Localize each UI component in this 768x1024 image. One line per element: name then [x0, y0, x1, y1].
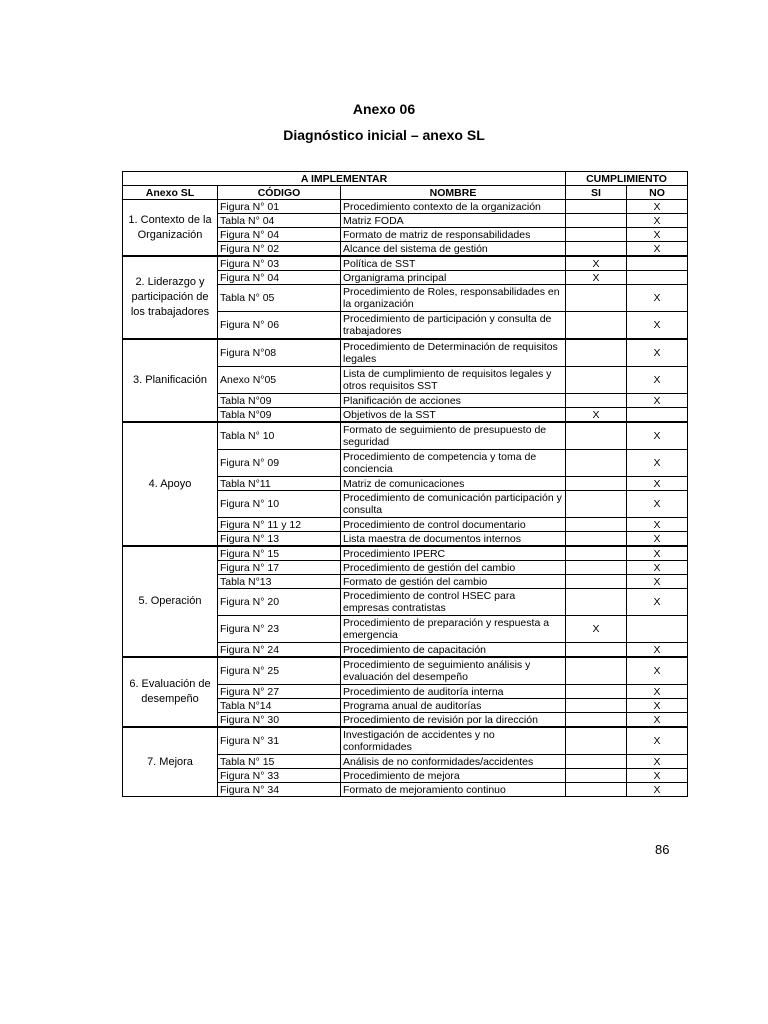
- header-compliance: CUMPLIMIENTO: [566, 172, 688, 186]
- cell-si: [566, 755, 627, 769]
- header-annex: Anexo SL: [123, 186, 218, 200]
- table-row: [123, 339, 688, 367]
- group-label: 4. Apoyo: [123, 422, 218, 546]
- cell-name: Objetivos de la SST: [341, 408, 566, 423]
- cell-no: X: [627, 589, 688, 616]
- cell-name: Procedimiento contexto de la organización: [341, 200, 566, 214]
- cell-no: X: [627, 214, 688, 228]
- cell-no: X: [627, 477, 688, 491]
- cell-si: [566, 285, 627, 312]
- cell-name: Formato de matriz de responsabilidades: [341, 228, 566, 242]
- table-row: [123, 657, 688, 685]
- cell-si: [566, 589, 627, 616]
- cell-no: X: [627, 532, 688, 547]
- group-label: 7. Mejora: [123, 727, 218, 797]
- cell-code: Tabla N°13: [218, 575, 341, 589]
- cell-name: Matriz de comunicaciones: [341, 477, 566, 491]
- cell-no: X: [627, 491, 688, 518]
- table-body: [123, 200, 688, 797]
- cell-name: Formato de gestión del cambio: [341, 575, 566, 589]
- cell-name: Formato de mejoramiento continuo: [341, 783, 566, 797]
- cell-no: [627, 408, 688, 423]
- cell-si: [566, 561, 627, 575]
- cell-no: [627, 271, 688, 285]
- cell-name: Política de SST: [341, 256, 566, 271]
- cell-code: Figura N° 17: [218, 561, 341, 575]
- cell-no: X: [627, 242, 688, 257]
- cell-name: Investigación de accidentes y no conformidades: [341, 727, 566, 755]
- cell-no: X: [627, 518, 688, 532]
- cell-no: [627, 256, 688, 271]
- cell-si: [566, 783, 627, 797]
- cell-name: Procedimiento de comunicación participación y consulta: [341, 491, 566, 518]
- cell-code: Figura N° 03: [218, 256, 341, 271]
- cell-no: X: [627, 339, 688, 367]
- cell-code: Figura N° 09: [218, 450, 341, 477]
- cell-no: X: [627, 769, 688, 783]
- annex-title: Anexo 06: [352, 101, 416, 117]
- cell-si: [566, 727, 627, 755]
- header-row-top: [123, 172, 688, 186]
- cell-si: [566, 242, 627, 257]
- cell-name: Procedimiento de auditoría interna: [341, 685, 566, 699]
- cell-code: Figura N° 10: [218, 491, 341, 518]
- cell-si: X: [566, 616, 627, 643]
- cell-si: X: [566, 271, 627, 285]
- cell-si: [566, 477, 627, 491]
- cell-name: Lista maestra de documentos internos: [341, 532, 566, 547]
- cell-code: Figura N° 15: [218, 546, 341, 561]
- header-name: NOMBRE: [341, 186, 566, 200]
- cell-name: Alcance del sistema de gestión: [341, 242, 566, 257]
- group-label: 6. Evaluación de desempeño: [123, 657, 218, 727]
- cell-no: X: [627, 783, 688, 797]
- cell-code: Tabla N°11: [218, 477, 341, 491]
- cell-si: [566, 657, 627, 685]
- cell-name: Programa anual de auditorías: [341, 699, 566, 713]
- cell-code: Tabla N°09: [218, 408, 341, 423]
- cell-no: X: [627, 755, 688, 769]
- table-row: [123, 546, 688, 561]
- header-implement: A IMPLEMENTAR: [123, 172, 566, 186]
- cell-si: [566, 422, 627, 450]
- cell-code: Figura N° 25: [218, 657, 341, 685]
- cell-no: X: [627, 394, 688, 408]
- cell-si: [566, 685, 627, 699]
- page-number: 86: [655, 842, 670, 857]
- table-row: [123, 256, 688, 271]
- cell-name: Procedimiento de Roles, responsabilidades en la organización: [341, 285, 566, 312]
- cell-si: [566, 575, 627, 589]
- cell-no: X: [627, 699, 688, 713]
- cell-no: X: [627, 643, 688, 658]
- header-row-columns: [123, 186, 688, 200]
- table-row: [123, 727, 688, 755]
- cell-code: Figura N° 01: [218, 200, 341, 214]
- cell-code: Tabla N° 04: [218, 214, 341, 228]
- cell-no: X: [627, 546, 688, 561]
- group-label: 2. Liderazgo y participación de los trabajadores: [123, 256, 218, 339]
- cell-no: X: [627, 285, 688, 312]
- cell-code: Figura N° 02: [218, 242, 341, 257]
- cell-name: Análisis de no conformidades/accidentes: [341, 755, 566, 769]
- cell-name: Procedimiento de control HSEC para empresas contratistas: [341, 589, 566, 616]
- cell-name: Organigrama principal: [341, 271, 566, 285]
- cell-code: Figura N° 13: [218, 532, 341, 547]
- cell-si: [566, 491, 627, 518]
- cell-si: [566, 367, 627, 394]
- cell-code: Figura N° 11 y 12: [218, 518, 341, 532]
- cell-name: Procedimiento de Determinación de requisitos legales: [341, 339, 566, 367]
- cell-code: Figura N°08: [218, 339, 341, 367]
- cell-no: X: [627, 575, 688, 589]
- diagnostic-table: [122, 171, 688, 797]
- cell-name: Procedimiento de competencia y toma de conciencia: [341, 450, 566, 477]
- cell-no: X: [627, 450, 688, 477]
- cell-no: X: [627, 228, 688, 242]
- cell-si: X: [566, 408, 627, 423]
- cell-no: X: [627, 685, 688, 699]
- cell-code: Tabla N°09: [218, 394, 341, 408]
- cell-name: Procedimiento de gestión del cambio: [341, 561, 566, 575]
- cell-si: [566, 312, 627, 340]
- cell-name: Procedimiento de participación y consulta de trabajadores: [341, 312, 566, 340]
- cell-name: Planificación de acciones: [341, 394, 566, 408]
- cell-no: X: [627, 713, 688, 728]
- cell-no: X: [627, 312, 688, 340]
- cell-si: [566, 713, 627, 728]
- cell-no: X: [627, 422, 688, 450]
- group-label: 5. Operación: [123, 546, 218, 657]
- cell-name: Formato de seguimiento de presupuesto de seguridad: [341, 422, 566, 450]
- cell-si: [566, 394, 627, 408]
- cell-si: [566, 518, 627, 532]
- cell-code: Anexo N°05: [218, 367, 341, 394]
- cell-name: Procedimiento de mejora: [341, 769, 566, 783]
- cell-name: Matriz FODA: [341, 214, 566, 228]
- table-row: [123, 200, 688, 214]
- cell-no: X: [627, 200, 688, 214]
- cell-si: [566, 214, 627, 228]
- group-label: 1. Contexto de la Organización: [123, 200, 218, 257]
- cell-si: [566, 769, 627, 783]
- cell-name: Lista de cumplimiento de requisitos legales y otros requisitos SST: [341, 367, 566, 394]
- cell-code: Figura N° 34: [218, 783, 341, 797]
- cell-name: Procedimiento IPERC: [341, 546, 566, 561]
- cell-code: Figura N° 23: [218, 616, 341, 643]
- cell-name: Procedimiento de capacitación: [341, 643, 566, 658]
- cell-name: Procedimiento de revisión por la dirección: [341, 713, 566, 728]
- cell-no: X: [627, 657, 688, 685]
- header-no: NO: [627, 186, 688, 200]
- cell-name: Procedimiento de preparación y respuesta a emergencia: [341, 616, 566, 643]
- cell-si: [566, 532, 627, 547]
- cell-si: [566, 450, 627, 477]
- cell-no: X: [627, 561, 688, 575]
- cell-si: [566, 699, 627, 713]
- cell-si: [566, 200, 627, 214]
- cell-si: [566, 339, 627, 367]
- cell-name: Procedimiento de control documentario: [341, 518, 566, 532]
- cell-code: Figura N° 24: [218, 643, 341, 658]
- cell-code: Figura N° 31: [218, 727, 341, 755]
- cell-code: Figura N° 27: [218, 685, 341, 699]
- header-code: CÓDIGO: [218, 186, 341, 200]
- table-row: [123, 422, 688, 450]
- cell-name: Procedimiento de seguimiento análisis y evaluación del desempeño: [341, 657, 566, 685]
- cell-no: X: [627, 367, 688, 394]
- cell-no: X: [627, 727, 688, 755]
- cell-si: X: [566, 256, 627, 271]
- cell-code: Figura N° 04: [218, 228, 341, 242]
- cell-si: [566, 643, 627, 658]
- cell-si: [566, 228, 627, 242]
- cell-si: [566, 546, 627, 561]
- group-label: 3. Planificación: [123, 339, 218, 422]
- header-yes: SI: [566, 186, 627, 200]
- page-subtitle: Diagnóstico inicial – anexo SL: [283, 127, 485, 143]
- cell-code: Tabla N° 05: [218, 285, 341, 312]
- cell-code: Figura N° 33: [218, 769, 341, 783]
- cell-code: Figura N° 06: [218, 312, 341, 340]
- cell-code: Figura N° 30: [218, 713, 341, 728]
- cell-code: Figura N° 20: [218, 589, 341, 616]
- cell-code: Tabla N° 10: [218, 422, 341, 450]
- cell-no: [627, 616, 688, 643]
- cell-code: Tabla N° 15: [218, 755, 341, 769]
- cell-code: Tabla N°14: [218, 699, 341, 713]
- cell-code: Figura N° 04: [218, 271, 341, 285]
